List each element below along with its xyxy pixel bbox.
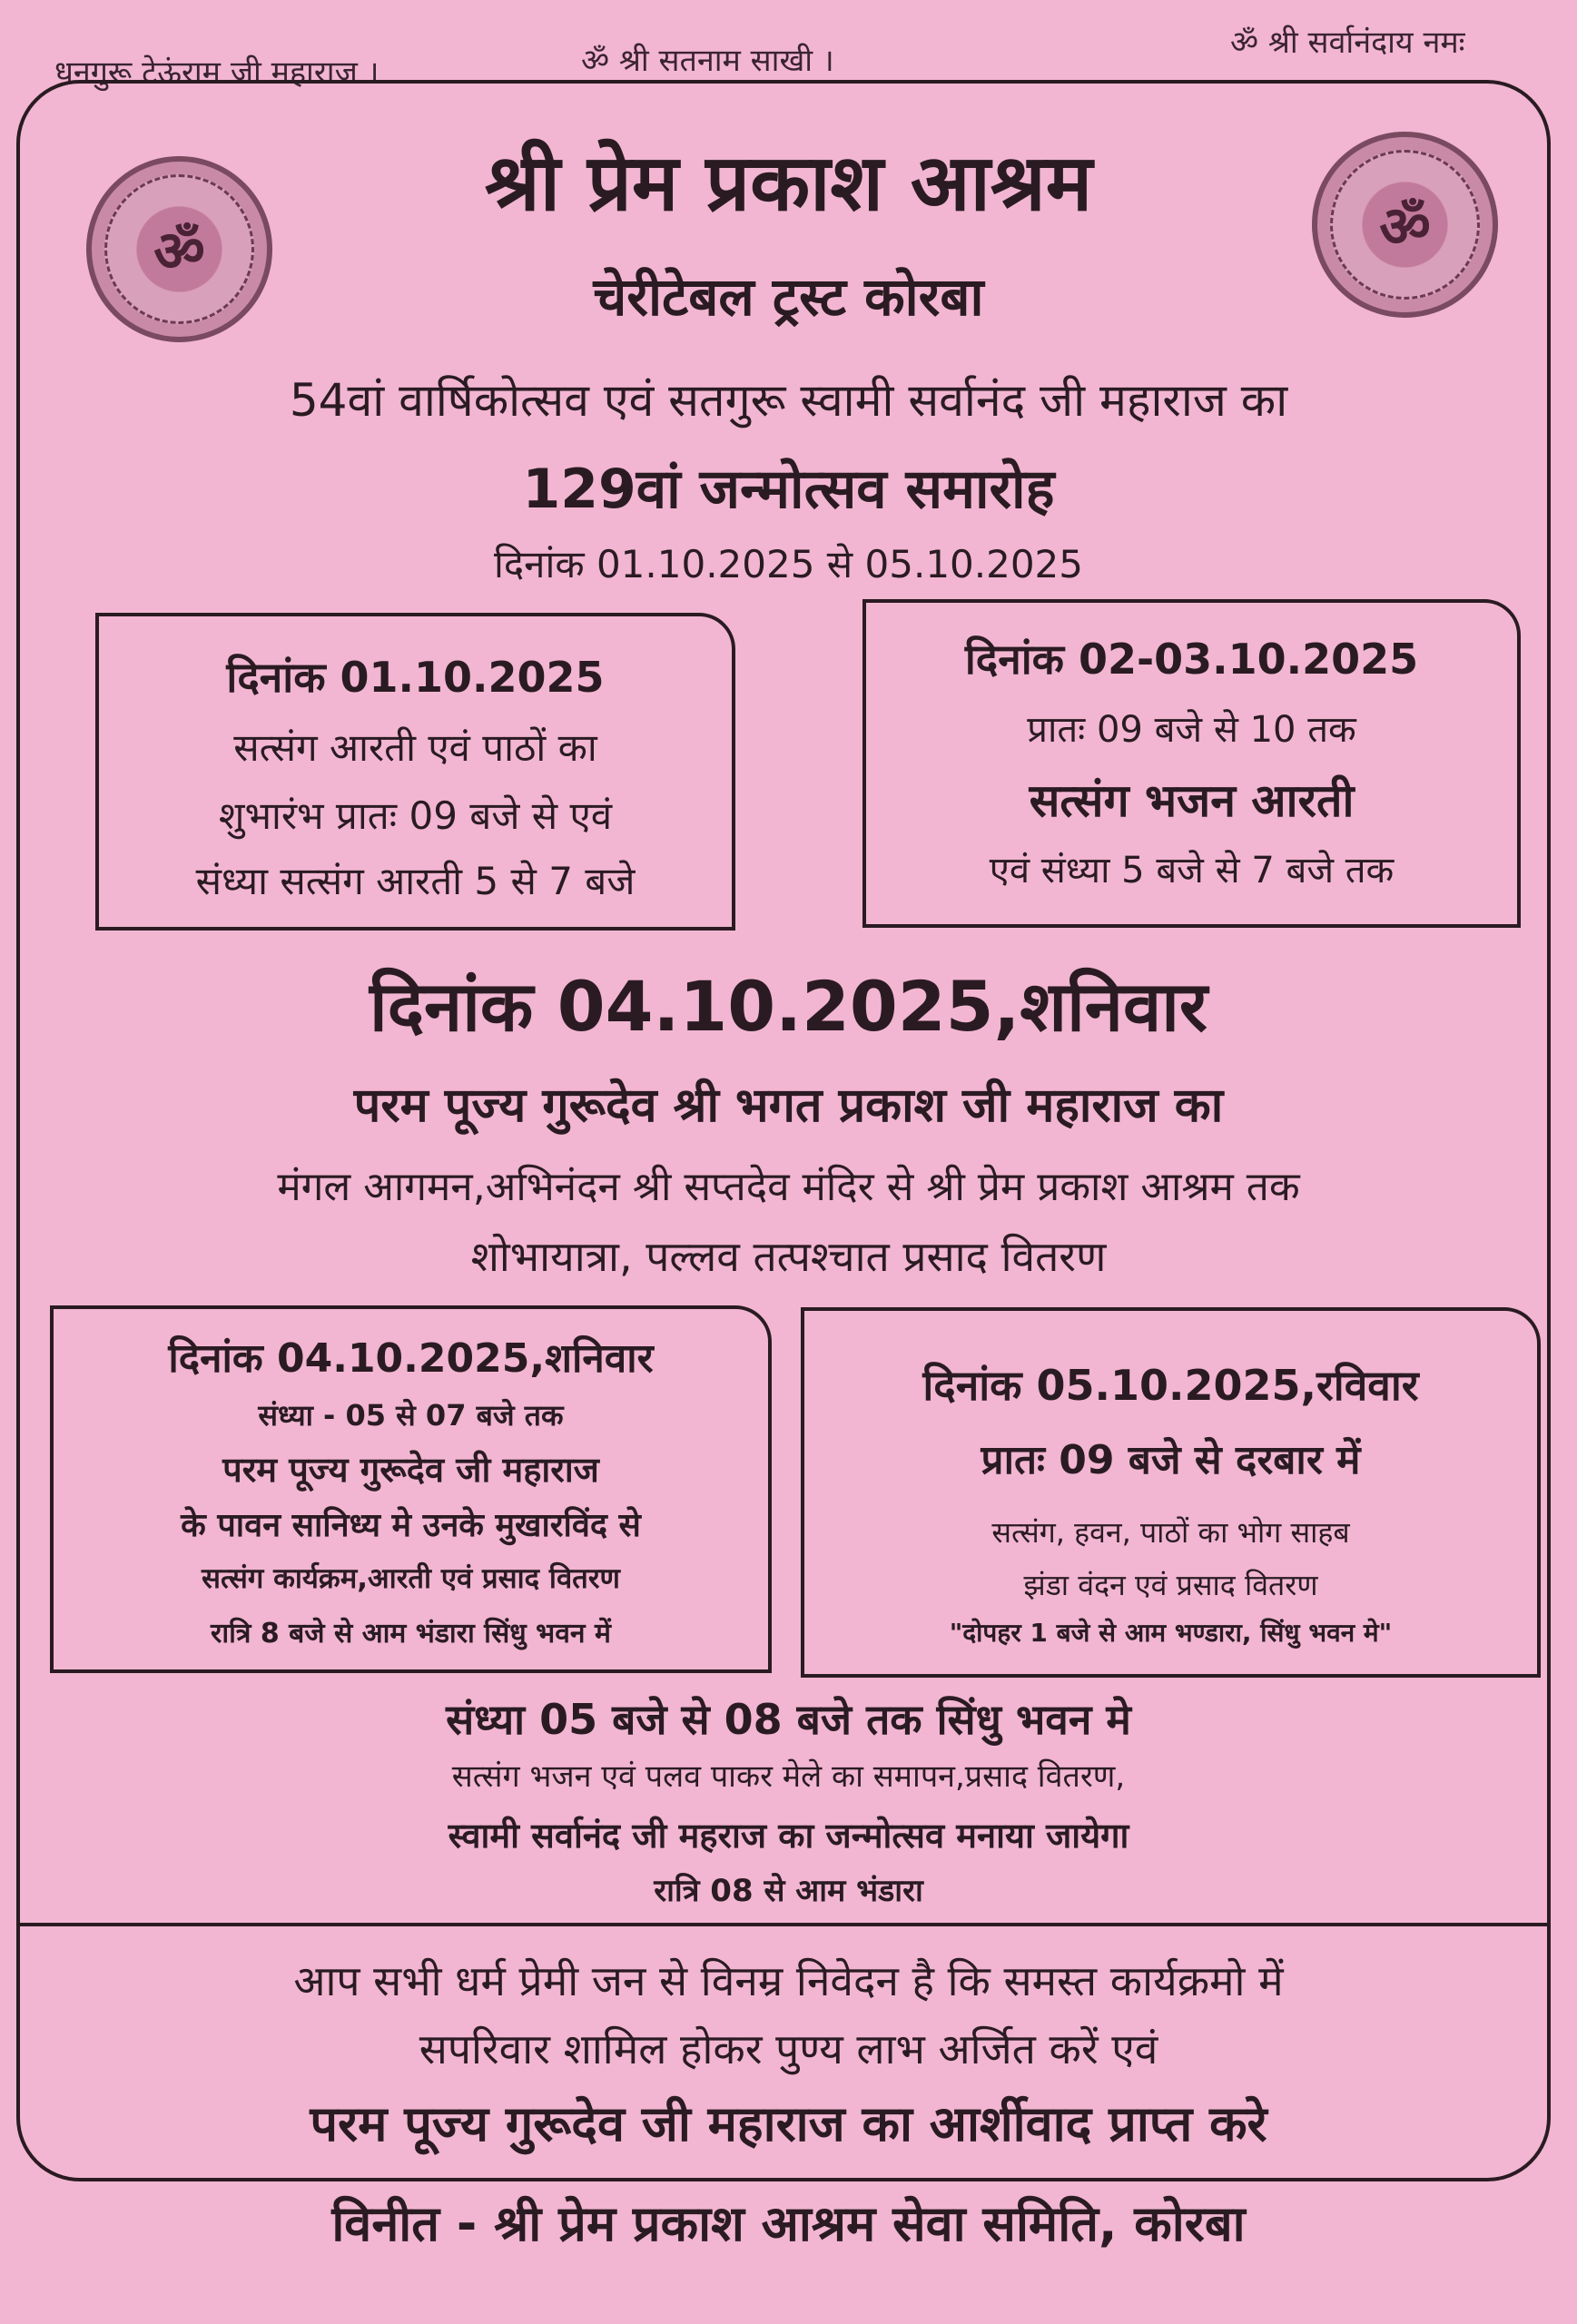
gurudev-arrival-line: परम पूज्य गुरूदेव श्री भगत प्रकाश जी महाराज का: [353, 1078, 1224, 1133]
evening-heading: संध्या 05 बजे से 08 बजे तक सिंधु भवन मे: [446, 1695, 1131, 1744]
box-line: के पावन सानिध्य मे उनके मुखारविंद से: [181, 1507, 641, 1544]
appeal-line: आप सभी धर्म प्रेमी जन से विनम्र निवेदन है कि समस्त कार्यक्रमो में: [293, 1956, 1284, 2005]
header-left: धनगुरू टेऊंराम जी महाराज ।: [54, 54, 379, 91]
evening-line: सत्संग भजन एवं पलव पाकर मेले का समापन,प्रसाद वितरण,: [451, 1758, 1126, 1795]
header-center: ॐ श्री सतनाम साखी ।: [581, 43, 834, 79]
section-divider: [16, 1923, 1551, 1926]
om-icon: ॐ: [1379, 192, 1431, 260]
trust-subtitle: चेरीटेबल ट्रस्ट कोरबा: [593, 266, 984, 328]
box-heading: दिनांक 02-03.10.2025: [964, 635, 1419, 684]
box-line: शुभारंभ प्रातः 09 बजे से एवं: [218, 793, 613, 838]
event-date-range: दिनांक 01.10.2025 से 05.10.2025: [493, 542, 1084, 586]
satnam-sakhi-seal-left: [86, 156, 272, 342]
box-line: संध्या सत्संग आरती 5 से 7 बजे: [195, 859, 636, 903]
box-heading: दिनांक 01.10.2025: [226, 653, 605, 702]
schedule-box-day1: [95, 613, 735, 931]
box-line: रात्रि 8 बजे से आम भंडारा सिंधु भवन में: [211, 1618, 611, 1649]
schedule-box-sunday: [801, 1307, 1541, 1678]
schedule-box-saturday: [50, 1305, 772, 1673]
evening-line: स्वामी सर्वानंद जी महराज का जन्मोत्सव मनाया जायेगा: [448, 1816, 1129, 1856]
box-line: एवं संध्या 5 बजे से 7 बजे तक: [989, 850, 1395, 891]
schedule-box-day2-3: [862, 599, 1521, 928]
appeal-line: सपरिवार शामिल होकर पुण्य लाभ अर्जित करें एवं: [419, 2024, 1158, 2073]
box-line: सत्संग कार्यक्रम,आरती एवं प्रसाद वितरण: [202, 1562, 620, 1595]
ashram-title: श्री प्रेम प्रकाश आश्रम: [484, 138, 1093, 229]
box-line: सत्संग भजन आरती: [1029, 774, 1355, 827]
anniversary-line: 54वां वार्षिकोत्सव एवं सतगुरू स्वामी सर्वानंद जी महाराज का: [289, 374, 1288, 427]
birthday-celebration: 129वां जन्मोत्सव समारोह: [522, 458, 1055, 521]
box-line: "दोपहर 1 बजे से आम भण्डारा, सिंधु भवन मे": [949, 1618, 1393, 1648]
box-line: सत्संग आरती एवं पाठों का: [233, 725, 597, 770]
evening-line: रात्रि 08 से आम भंडारा: [654, 1873, 923, 1909]
satnam-sakhi-seal-right: [1312, 132, 1498, 318]
box-line: संध्या - 05 से 07 बजे तक: [258, 1398, 564, 1433]
footer-committee: विनीत - श्री प्रेम प्रकाश आश्रम सेवा समिति, कोरबा: [331, 2195, 1246, 2252]
om-icon: ॐ: [153, 217, 205, 284]
header-right: ॐ श्री सर्वानंदाय नमः: [1230, 25, 1465, 61]
box-line: झंडा वंदन एवं प्रसाद वितरण: [1023, 1568, 1318, 1602]
box-heading: दिनांक 05.10.2025,रविवार: [922, 1361, 1419, 1410]
box-heading: दिनांक 04.10.2025,शनिवार: [168, 1335, 654, 1382]
box-line: सत्संग, हवन, पाठों का भोग साहब: [991, 1515, 1350, 1550]
box-line: परम पूज्य गुरूदेव जी महाराज: [222, 1450, 599, 1490]
box-line: प्रातः 09 बजे से 10 तक: [1027, 709, 1356, 751]
blessing-line: परम पूज्य गुरूदेव जी महाराज का आर्शीवाद प्राप्त करे: [310, 2095, 1267, 2152]
day4-heading: दिनांक 04.10.2025,शनिवार: [370, 966, 1207, 1047]
procession-line: मंगल आगमन,अभिनंदन श्री सप्तदेव मंदिर से श्री प्रेम प्रकाश आश्रम तक: [277, 1164, 1300, 1210]
box-line: प्रातः 09 बजे से दरबार में: [981, 1437, 1361, 1483]
prasad-line: शोभायात्रा, पल्लव तत्पश्चात प्रसाद वितरण: [470, 1232, 1107, 1281]
